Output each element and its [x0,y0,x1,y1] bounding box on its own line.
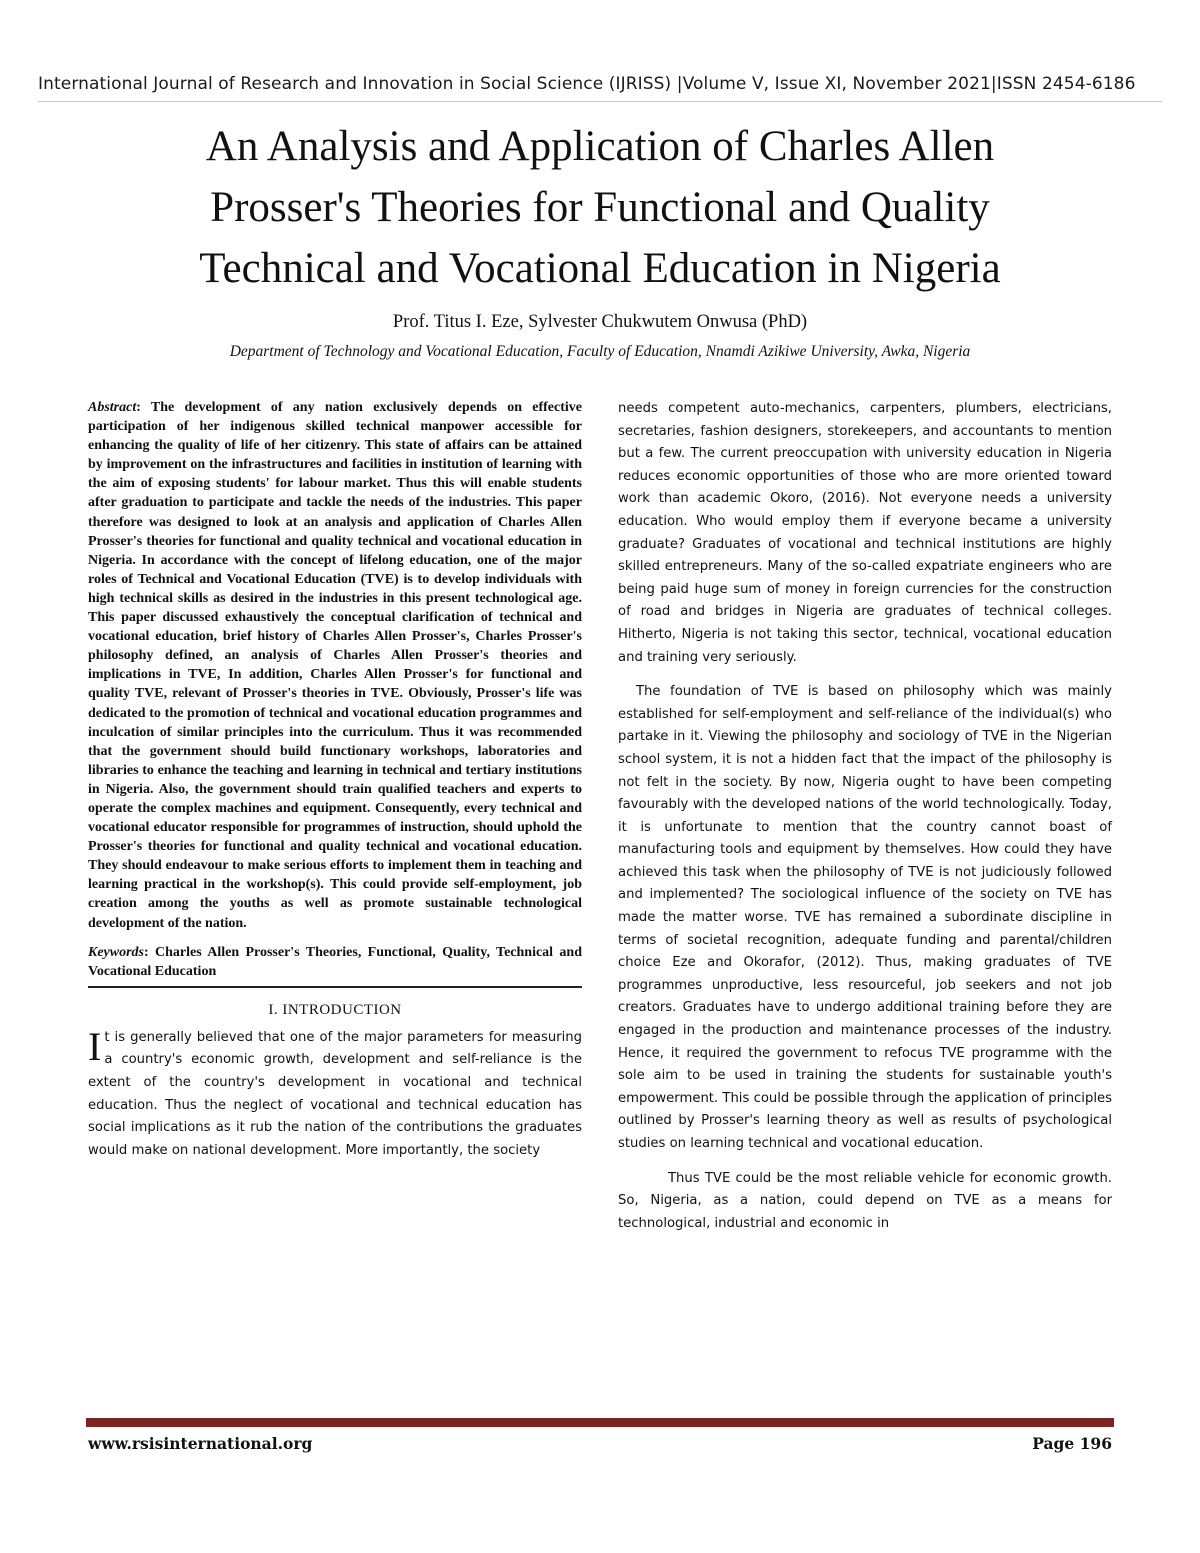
footer-url: www.rsisinternational.org [88,1434,313,1453]
page-number: Page 196 [1032,1434,1112,1453]
journal-header: International Journal of Research and Innovation in Social Science (IJRISS) |Volume V, Issue XI, November 2021|ISSN 2454-6186 [38,74,1136,94]
body-paragraph-3: Thus TVE could be the most reliable vehicle for economic growth. So, Nigeria, as a nation, could depend on TVE as a means for technological, industrial and economic in [618,1170,1112,1231]
authors: Prof. Titus I. Eze, Sylvester Chukwutem Onwusa (PhD) [392,312,808,332]
header-divider [38,101,1162,102]
paper-title [60,116,1140,299]
left-column [88,398,582,1162]
introduction-heading: I. INTRODUCTION [268,1001,402,1018]
title-line-1: An Analysis and Application of Charles Allen [205,123,995,170]
title-line-2: Prosser's Theories for Functional and Quality [210,184,990,231]
abstract [88,398,582,933]
affiliation: Department of Technology and Vocational Education, Faculty of Education, Nnamdi Azikiwe University, Awka, Nigeria [229,343,971,360]
abstract-text: : The development of any nation exclusively depends on effective participation of her indigenous skilled technical manpower accessible for enhancing the quality of life of her citizenry. This state of affairs can be attained by improvement on the infrastructures and facilities in institution of learning with the aim of exposing students' for labour market. Thus this will enable students after graduation to participate and tackle the needs of the industries. This paper therefore was designed to look at an analysis and application of Charles Allen Prosser's theories for functional and quality technical and vocational education in Nigeria. In accordance with the concept of lifelong education, one of the major roles of Technical and Vocational Education (TVE) is to develop individuals with high technical skills as desired in the industries in this present technological age. This paper discussed exhaustively the conceptual clarification of technical and vocational education, brief history of Charles Allen Prosser's, Charles Prosser's philosophy defined, an analysis of Charles Allen Prosser's theories and implications in TVE, In addition, Charles Allen Prosser's for functional and quality TVE, relevant of Prosser's theories in TVE. Obviously, Prosser's life was dedicated to the promotion of technical and vocational education programmes and inculcation of similar principles into the curriculum. Thus it was recommended that the government should build functionary workshops, laboratories and libraries to enhance the teaching and learning in technical and tertiary institutions in Nigeria. Also, the government should train qualified teachers and experts to operate the complex machines and equipment. Consequently, every technical and vocational educator responsible for programmes of instruction, should uphold the Prosser's theories for functional and quality technical and vocational education. They should endeavour to make serious efforts to implement them in teaching and learning practical in the workshop(s). This could provide self-employment, job creation among the youths as well as promote sustainable technological development of the nation. [88,400,582,931]
introduction-text: t is generally believed that one of the major parameters for measuring a country's economic growth, development and self-reliance is the extent of the country's development in vocational and technical education. Thus the neglect of vocational and technical education has social implications as it rub the nation of the contributions the graduates would make on national development. More importantly, the society [88,1029,582,1158]
right-column [618,398,1112,1235]
keywords-label: Keywords [88,944,144,960]
title-line-3: Technical and Vocational Education in Nigeria [199,245,1001,292]
introduction-paragraph [88,1023,582,1163]
abstract-label: Abstract [88,400,137,415]
footer-bar [86,1418,1114,1427]
drop-cap: I [88,1023,102,1069]
body-paragraph-1: needs competent auto-mechanics, carpenters, plumbers, electricians, secretaries, fashion designers, storekeepers, and accountants to mention but a few. The current preoccupation with university education in Nigeria reduces economic opportunities of those who are more oriented toward work than academic Okoro, (2016). Not everyone needs a university education. Who would employ them if everyone became a university graduate? Graduates of vocational and technical institutions are highly skilled entrepreneurs. Many of the so-called expatriate engineers who are being paid huge sum of money in foreign currencies for the construction of road and bridges in Nigeria are graduates of technical colleges. Hitherto, Nigeria is not taking this sector, technical, vocational education and training very seriously. [618,401,1112,665]
keywords-text: : Charles Allen Prosser's Theories, Functional, Quality, Technical and Vocational Education [88,944,582,979]
keywords [88,943,582,988]
body-paragraph-2: The foundation of TVE is based on philosophy which was mainly established for self-employment and self-reliance of the individual(s) who partake in it. Viewing the philosophy and sociology of TVE in the Nigerian school system, it is not a hidden fact that the impact of the philosophy is not felt in the society. By now, Nigeria ought to have been competing favourably with the developed nations of the world technologically. Today, it is unfortunate to mention that the country cannot boast of manufacturing tools and equipment by themselves. How could they have achieved this task when the philosophy of TVE is not judiciously followed and implemented? The sociological influence of the society on TVE has made the matter worse. TVE has remained a subordinate discipline in terms of societal recognition, adequate funding and parental/children choice Eze and Okorafor, (2012). Thus, making graduates of TVE programmes unproductive, less resourceful, job seekers and not job creators. Graduates have to undergo additional training before they are engaged in the production and maintenance processes of the industry. Hence, it required the government to refocus TVE programme with the sole aim to be used in training the students for sustainable youth's empowerment. This could be possible through the application of principles outlined by Prosser's learning theory as well as results of psychological studies on learning technical and vocational education. [618,684,1112,1151]
